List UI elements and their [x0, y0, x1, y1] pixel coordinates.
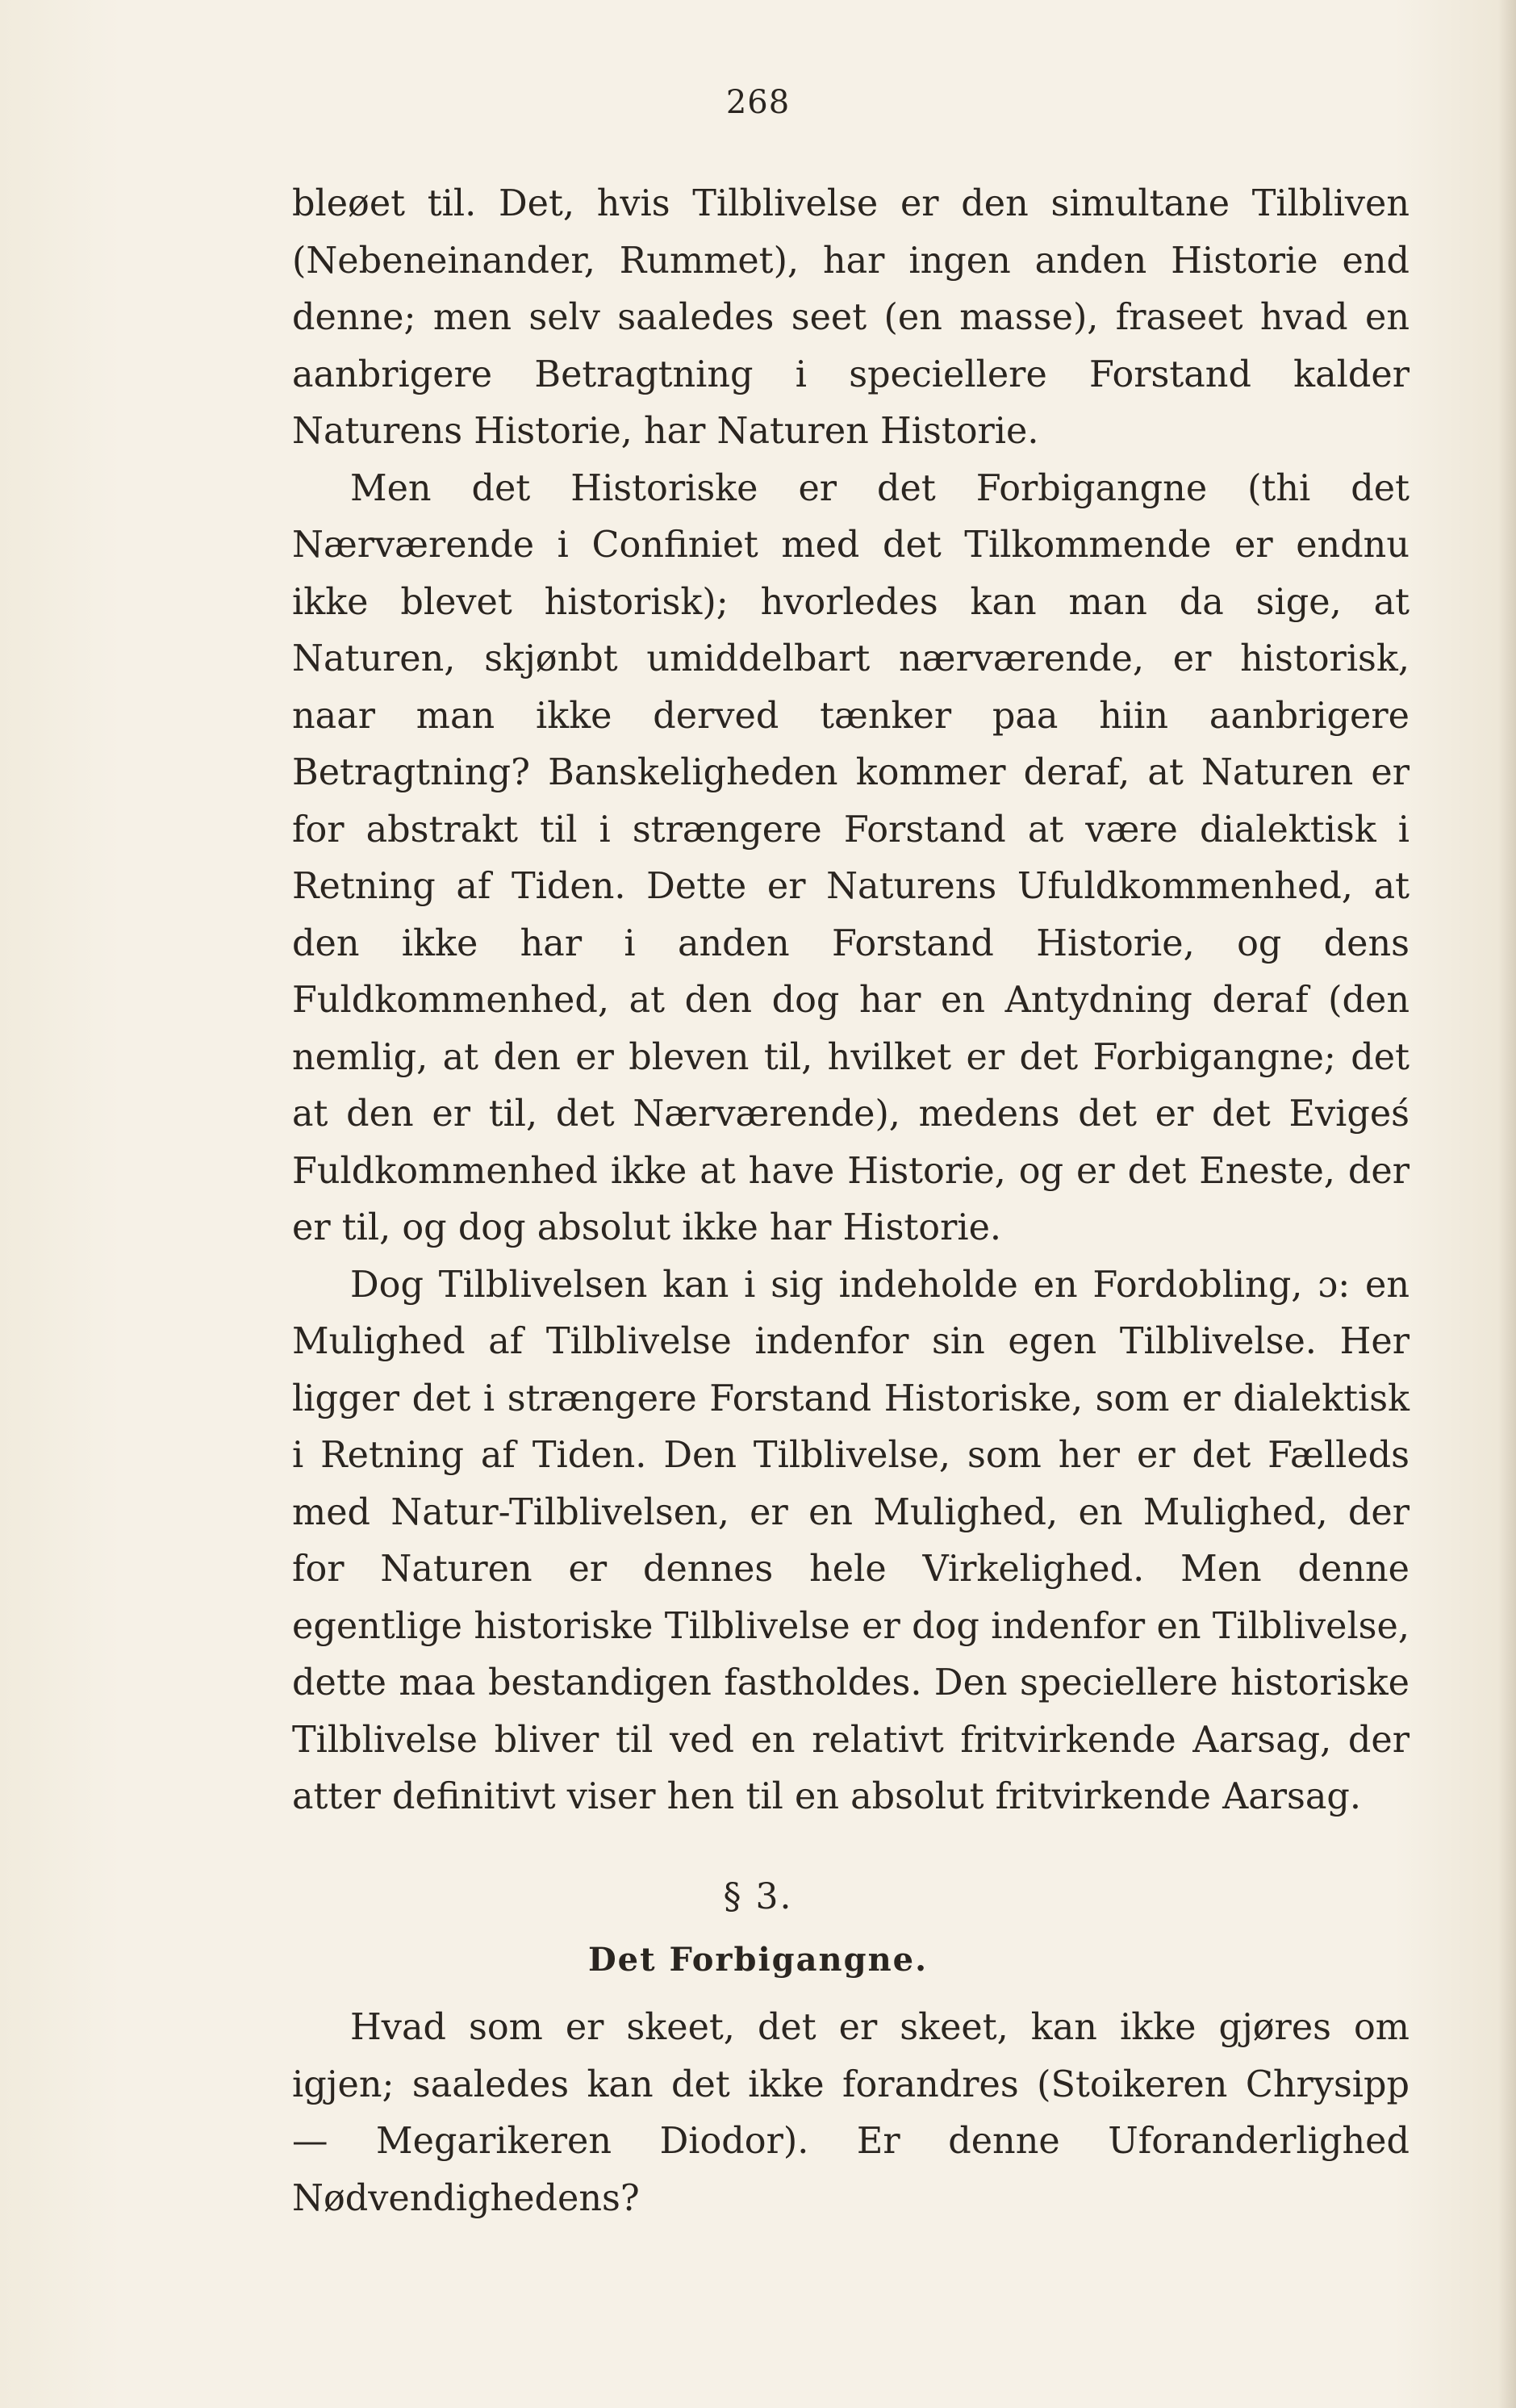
section-title: Det Forbigangne.: [587, 1941, 929, 1979]
page-edge-shadow: [1498, 0, 1516, 2408]
section-paragraph-1: Hvad som er skeet, det er skeet, kan ikke gjøres om igjen; saaledes kan det ikke forandres (Stoikeren Chrysipp — Megarikeren Diodor). Er denne Uforanderlighed Nødvendighedens?: [292, 2007, 1410, 2219]
section-number: § 3.: [723, 1876, 793, 1917]
section-text: [292, 2000, 1410, 2227]
paragraph-3: Dog Tilblivelsen kan i sig indeholde en Fordobling, ɔ: en Mulighed af Tilblivelse indenfor sin egen Tilblivelse. Her ligger det i strængere Forstand Historiske, som er dialektisk i Retning af Tiden. Den Tilblivelse, som her er det Fælleds med Natur-Tilblivelsen, er en Mulighed, en Mulighed, der for Naturen er dennes hele Virkelighed. Men denne egentlige historiske Tilblivelse er dog indenfor en Tilblivelse, dette maa bestandigen fastholdes. Den speciellere historiske Tilblivelse bliver til ved en relativt fritvirkende Aarsag, der atter definitivt viser hen til en absolut fritvirkende Aarsag.: [292, 1264, 1410, 1817]
page-number: 268: [725, 84, 791, 121]
paragraph-2: Men det Historiske er det Forbigangne (thi det Nærværende i Confiniet med det Tilkommende er endnu ikke blevet historisk); hvorledes kan man da sige, at Naturen, skjønbt umiddelbart nærværende, er historisk, naar man ikke derved tænker paa hiin aanbrigere Betragtning? Banskeligheden kommer deraf, at Naturen er for abstrakt til i strængere Forstand at være dialektisk i Retning af Tiden. Dette er Naturens Ufuldkommenhed, at den ikke har i anden Forstand Historie, og dens Fuldkommenhed, at den dog har en Antydning deraf (den nemlig, at den er bleven til, hvilket er det Forbigangne; det at den er til, det Nærværende), medens det er det Evigeś Fuldkommenhed ikke at have Historie, og er det Eneste, der er til, og dog absolut ikke har Historie.: [292, 467, 1410, 1248]
body-text: [292, 176, 1410, 1826]
paragraph-1: bleøet til. Det, hvis Tilblivelse er den simultane Tilbliven (Nebeneinander, Rummet), har ingen anden Historie end denne; men selv saaledes seet (en masse), fraseet hvad en aanbrigere Betragtning i speciellere Forstand kalder Naturens Historie, har Naturen Historie.: [292, 183, 1410, 452]
